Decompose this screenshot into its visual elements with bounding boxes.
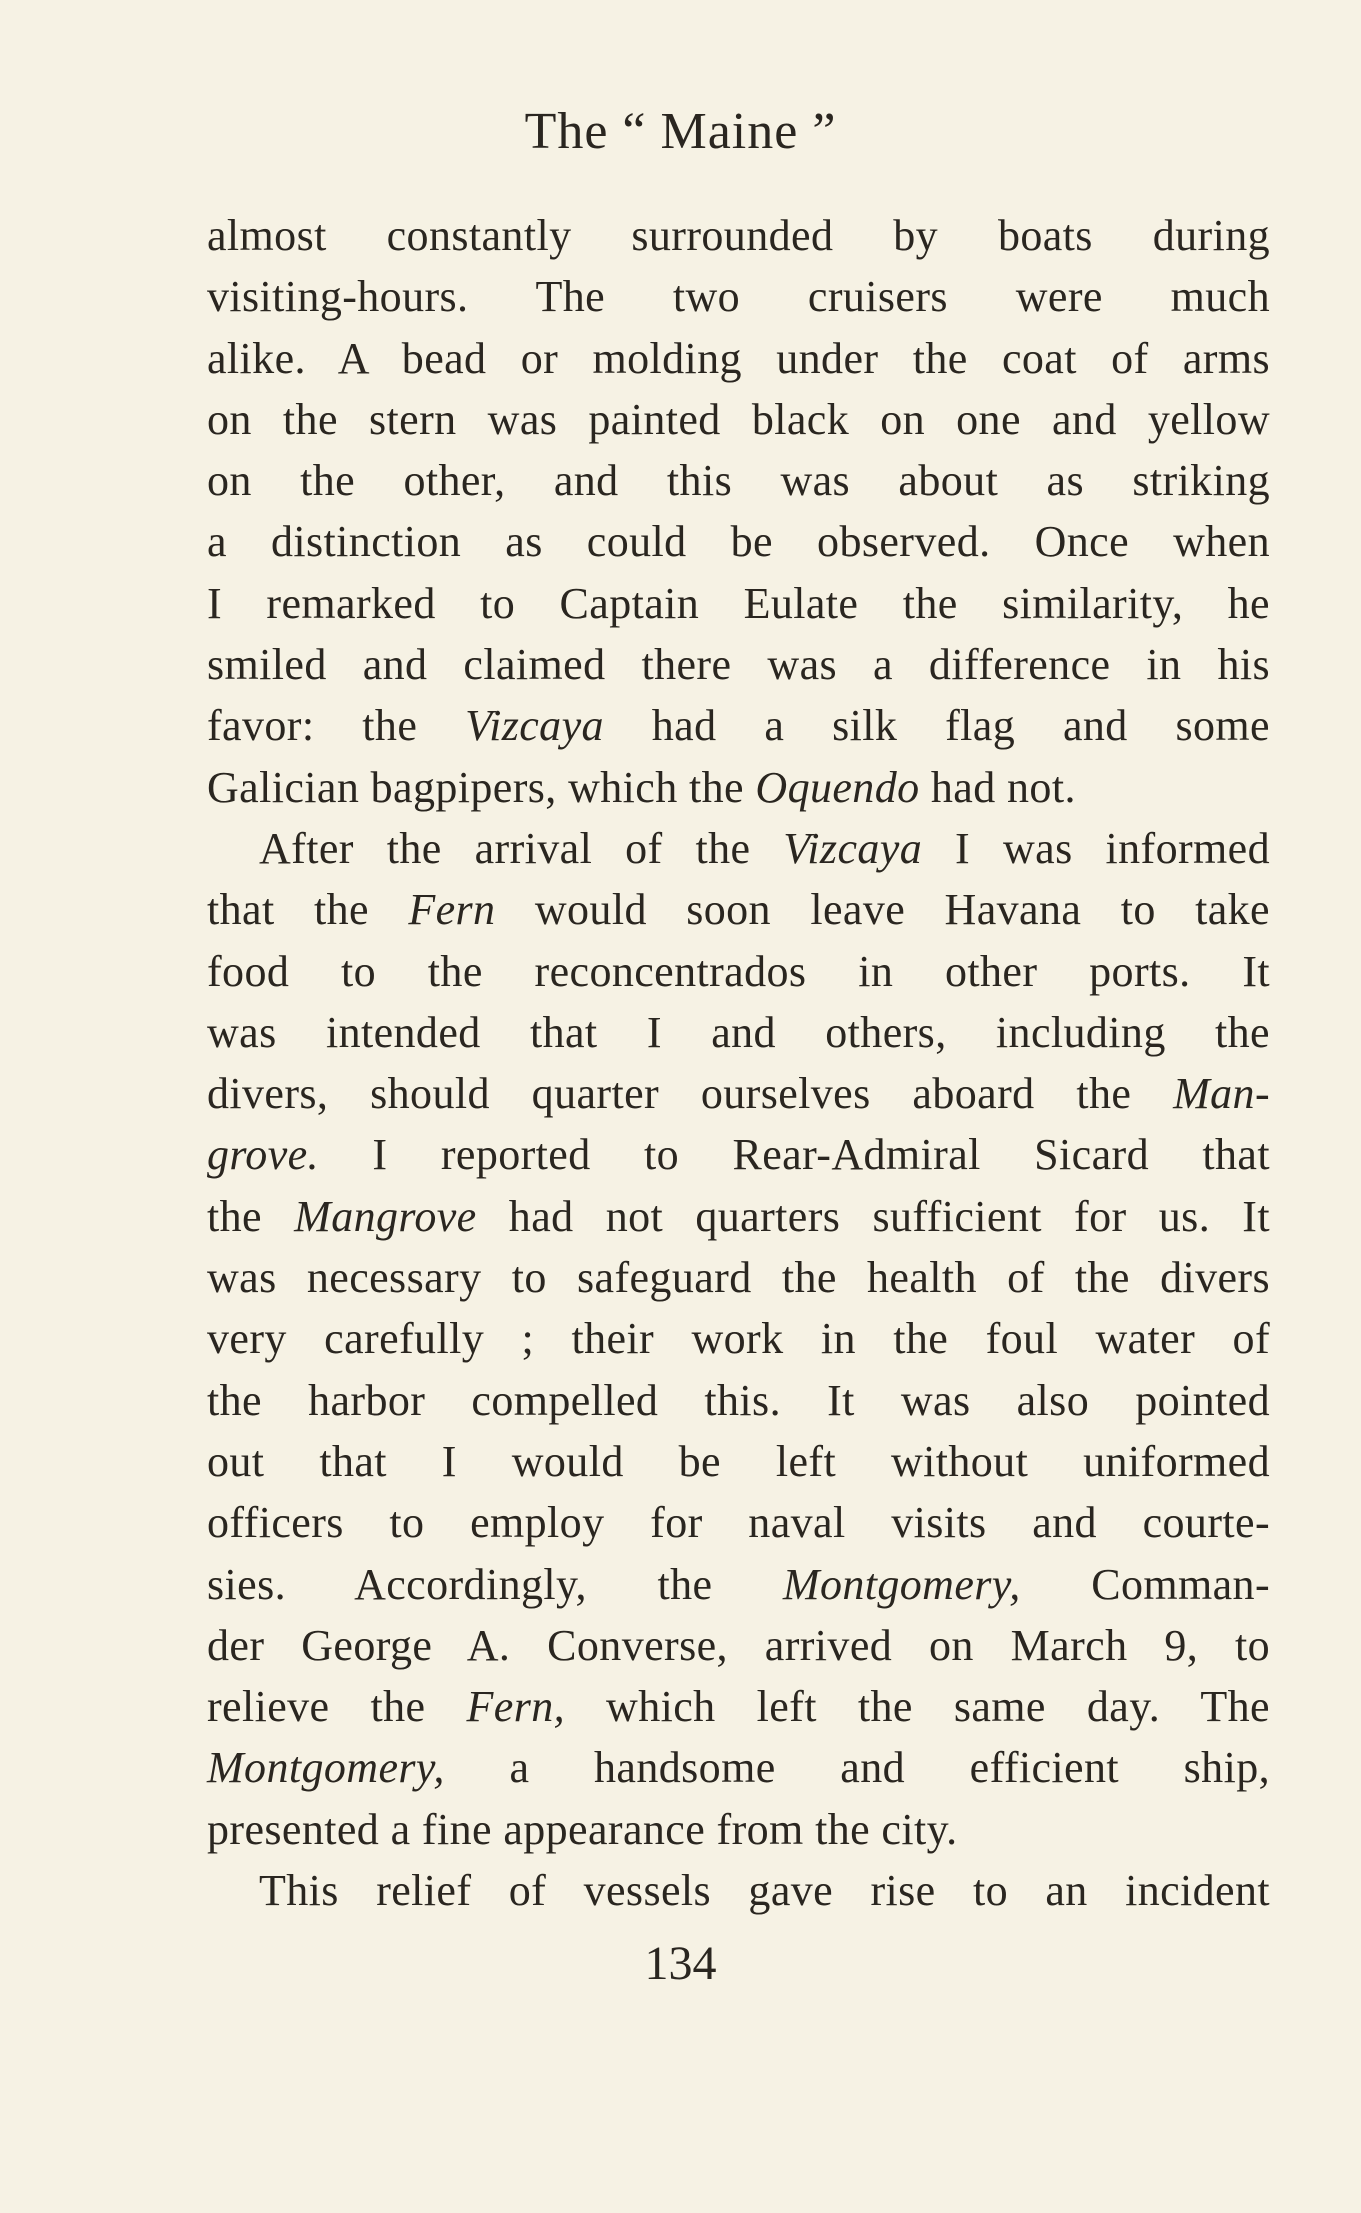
text-line xyxy=(207,1063,1270,1124)
text-segment: I remarked to Captain Eulate the similarity, he xyxy=(207,578,1270,628)
text-segment: was necessary to safeguard the health of the divers xyxy=(207,1253,1270,1303)
text-segment: a handsome and efficient ship, xyxy=(444,1743,1270,1793)
text-line xyxy=(207,1554,1270,1615)
text-line xyxy=(207,1860,1270,1921)
text-line xyxy=(207,1247,1270,1308)
text-segment: der George A. Converse, arrived on March 9, to xyxy=(207,1620,1270,1670)
text-line xyxy=(207,450,1270,511)
text-segment: smiled and claimed there was a difference in his xyxy=(207,640,1270,690)
text-segment: almost constantly surrounded by boats during xyxy=(207,211,1270,260)
text-segment: the harbor compelled this. It was also pointed xyxy=(207,1375,1270,1425)
text-segment: that the xyxy=(207,885,409,935)
text-line xyxy=(207,1124,1270,1185)
text-line xyxy=(207,1799,1270,1860)
italic-text: Oquendo xyxy=(755,762,920,812)
text-segment: Galician bagpipers, which the xyxy=(207,762,756,812)
text-segment: on the stern was painted black on one and yellow xyxy=(207,394,1270,444)
text-line xyxy=(207,818,1270,879)
text-segment: food to the reconcentrados in other ports. It xyxy=(207,946,1270,996)
text-segment: would soon leave Havana to take xyxy=(495,885,1270,935)
text-line xyxy=(207,1737,1270,1798)
text-segment: had not. xyxy=(919,762,1076,812)
text-segment: I reported to Rear-Admiral Sicard that xyxy=(318,1130,1270,1180)
text-segment: visiting-hours. The two cruisers were much xyxy=(207,272,1270,322)
text-line xyxy=(207,1370,1270,1431)
italic-text: Montgomery, xyxy=(782,1559,1021,1609)
text-line xyxy=(207,1492,1270,1553)
text-segment: on the other, and this was about as striking xyxy=(207,456,1270,506)
text-segment: relieve the xyxy=(207,1682,467,1732)
italic-text: grove. xyxy=(207,1130,319,1180)
text-line xyxy=(207,1002,1270,1063)
italic-text: Mangrove xyxy=(294,1191,477,1241)
text-segment: out that I would be left without uniformed xyxy=(207,1436,1270,1486)
text-segment: officers to employ for naval visits and courte- xyxy=(207,1498,1270,1548)
text-segment: presented a fine appearance from the city. xyxy=(207,1804,958,1854)
text-line xyxy=(207,1431,1270,1492)
text-line xyxy=(207,1676,1270,1737)
text-line xyxy=(207,1186,1270,1247)
text-segment: had a silk flag and some xyxy=(603,701,1270,751)
text-segment: a distinction as could be observed. Once when xyxy=(207,517,1270,567)
text-segment: had not quarters sufficient for us. It xyxy=(476,1191,1270,1241)
text-segment: Comman- xyxy=(1020,1559,1270,1609)
text-line xyxy=(207,879,1270,940)
text-segment: sies. Accordingly, the xyxy=(207,1559,783,1609)
text-line xyxy=(207,1308,1270,1369)
text-segment: which left the same day. The xyxy=(565,1682,1270,1732)
text-line xyxy=(207,266,1270,327)
text-line xyxy=(207,757,1270,818)
text-line xyxy=(207,328,1270,389)
body-text xyxy=(207,205,1270,1921)
page-number: 134 xyxy=(644,1937,717,1990)
text-line xyxy=(207,634,1270,695)
text-segment: the xyxy=(207,1191,295,1241)
text-segment: favor: the xyxy=(207,701,466,751)
text-line xyxy=(207,941,1270,1002)
text-line xyxy=(207,573,1270,634)
text-segment: very carefully ; their work in the foul water of xyxy=(207,1314,1270,1364)
text-segment: After the arrival of the xyxy=(259,823,784,873)
running-head: The “ Maine ” xyxy=(524,103,837,160)
text-segment: alike. A bead or molding under the coat of arms xyxy=(207,333,1270,383)
text-line xyxy=(207,695,1270,756)
italic-text: Fern xyxy=(408,885,496,935)
text-segment: I was informed xyxy=(922,823,1270,873)
text-segment: was intended that I and others, including the xyxy=(207,1007,1270,1057)
italic-text: Fern, xyxy=(466,1682,566,1732)
italic-text: Vizcaya xyxy=(465,701,604,751)
text-line xyxy=(207,389,1270,450)
text-segment: This relief of vessels gave rise to an incident xyxy=(259,1866,1270,1916)
italic-text: Vizcaya xyxy=(783,823,923,873)
italic-text: Montgomery, xyxy=(207,1743,445,1793)
text-segment: divers, should quarter ourselves aboard the xyxy=(207,1069,1174,1119)
text-line xyxy=(207,205,1270,266)
text-line xyxy=(207,1615,1270,1676)
italic-text: Man- xyxy=(1173,1069,1270,1119)
text-line xyxy=(207,511,1270,572)
